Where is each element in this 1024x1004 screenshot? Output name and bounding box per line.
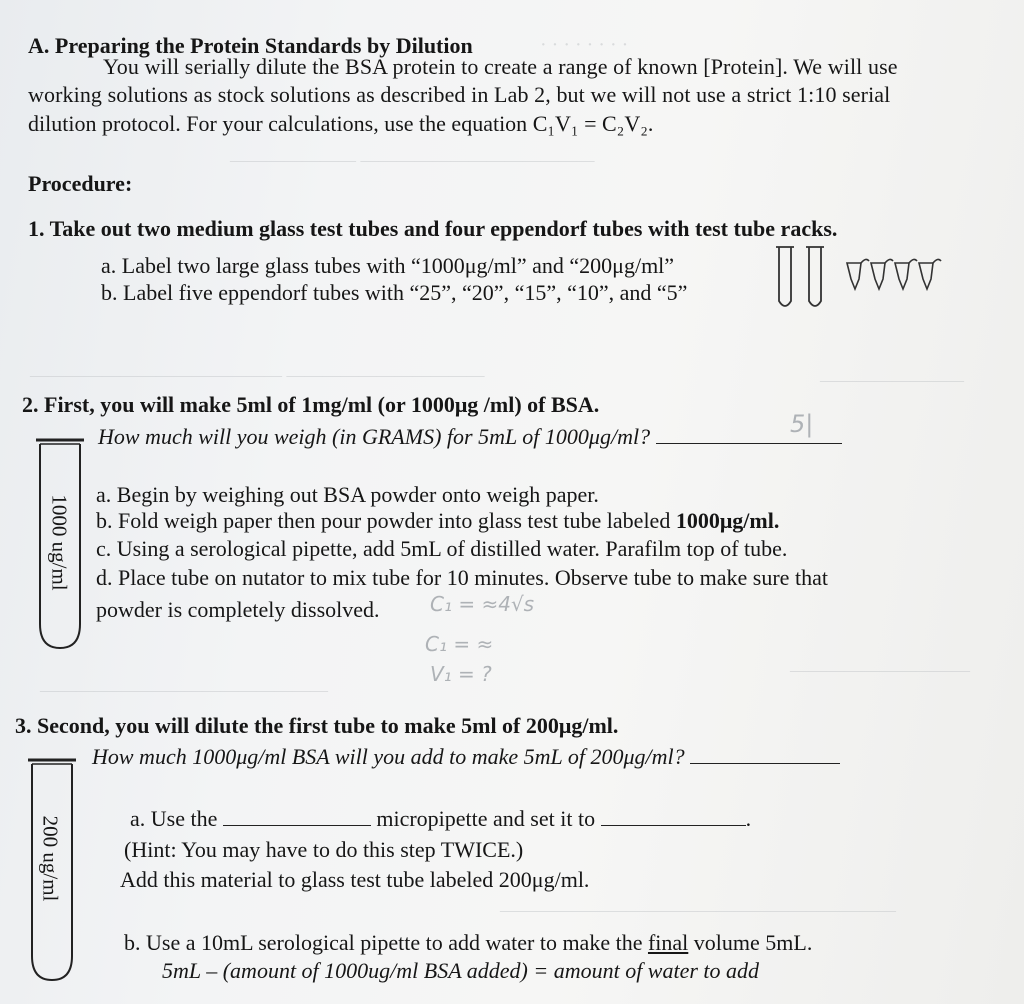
step-2b-text: b. Fold weigh paper then pour powder into glass test tube labeled bbox=[96, 508, 676, 533]
tube-1000-label: 1000 ug/ml bbox=[47, 494, 72, 591]
step-2-question bbox=[98, 424, 842, 450]
intro-text-line: working solutions as stock solutions as described in Lab 2, but we will not use a strict 1:10 serial bbox=[28, 82, 891, 107]
handwriting-mark: C₁ = ≈4√s bbox=[430, 592, 535, 616]
volume-setting-answer-field[interactable] bbox=[601, 825, 746, 826]
equation: C₁V₁ = C₂V₂. bbox=[532, 111, 654, 136]
step-3b-suffix: volume 5mL. bbox=[688, 930, 813, 955]
bleed-through-text: ――――――― ――――――――――――― bbox=[230, 150, 595, 170]
step-3-hint: (Hint: You may have to do this step TWICE.) bbox=[124, 837, 524, 862]
eppendorf-tubes-illustration bbox=[845, 253, 945, 303]
bleed-through-text: ―――――――――――――――― bbox=[40, 680, 328, 700]
step-3-title: 3. Second, you will dilute the first tube to make 5ml of 200μg/ml. bbox=[15, 713, 619, 738]
step-3-question-text: How much 1000μg/ml BSA will you add to make 5mL of 200μg/ml? bbox=[92, 744, 685, 769]
step-3a-text: a. Use the bbox=[130, 806, 218, 831]
glass-tubes-illustration bbox=[770, 243, 840, 315]
step-2c: c. Using a serological pipette, add 5mL of distilled water. Parafilm top of tube. bbox=[96, 536, 788, 561]
step-1b: b. Label five eppendorf tubes with “25”, “20”, “15”, “10”, and “5” bbox=[101, 280, 688, 305]
step-2-title: 2. First, you will make 5ml of 1mg/ml (or 1000μg /ml) of BSA. bbox=[22, 392, 600, 417]
step-3-add-instruction: Add this material to glass test tube labeled 200μg/ml. bbox=[120, 867, 590, 892]
step-3a-middle-text: micropipette and set it to bbox=[376, 806, 596, 831]
step-2d: d. Place tube on nutator to mix tube for 10 minutes. Observe tube to make sure that bbox=[96, 565, 828, 590]
bleed-through-text: ―――――――― bbox=[820, 370, 964, 390]
volume-answer-field[interactable] bbox=[690, 763, 840, 764]
step-3a bbox=[130, 806, 751, 832]
step-2b-tube-label: 1000μg/ml. bbox=[675, 508, 780, 533]
intro-text-prefix: dilution protocol. For your calculations, use the equation bbox=[28, 111, 533, 136]
intro-text-line: You will serially dilute the BSA protein to create a range of known [Protein]. We will use bbox=[103, 54, 898, 79]
bleed-through-text: ―――――――――――――――――――――― bbox=[500, 900, 896, 920]
step-3-question bbox=[92, 744, 840, 770]
step-3b-underlined-word: final bbox=[647, 930, 689, 955]
weight-answer-field[interactable] bbox=[656, 443, 842, 444]
tube-200-label: 200 ug/ml bbox=[38, 815, 63, 902]
procedure-heading: Procedure: bbox=[28, 171, 133, 196]
step-1-title: 1. Take out two medium glass test tubes and four eppendorf tubes with test tube racks. bbox=[28, 216, 838, 241]
section-heading: A. Preparing the Protein Standards by Dilution bbox=[28, 33, 473, 58]
handwriting-mark: 5| bbox=[790, 410, 814, 438]
intro-text-line bbox=[28, 111, 653, 137]
step-1a: a. Label two large glass tubes with “1000μg/ml” and “200μg/ml” bbox=[101, 253, 675, 278]
bleed-through-text: ―――――――――――――― ――――――――――― bbox=[30, 365, 485, 385]
handwriting-mark: C₁ = ≈ bbox=[425, 632, 494, 656]
bleed-through-text: ―――――――――― bbox=[790, 660, 970, 680]
handwriting-mark: V₁ = ? bbox=[430, 662, 492, 686]
step-2d-continued: powder is completely dissolved. bbox=[96, 597, 380, 622]
step-3a-end: . bbox=[745, 806, 752, 831]
water-formula: 5mL – (amount of 1000ug/ml BSA added) = amount of water to add bbox=[162, 958, 760, 983]
bleed-through-text: · · · · · · · · bbox=[540, 34, 629, 56]
step-2b bbox=[96, 508, 779, 534]
step-3b-text: b. Use a 10mL serological pipette to add water to make the bbox=[124, 930, 648, 955]
micropipette-answer-field[interactable] bbox=[223, 825, 371, 826]
step-2a: a. Begin by weighing out BSA powder onto weigh paper. bbox=[96, 482, 599, 507]
step-3b bbox=[124, 930, 812, 956]
step-2-question-text: How much will you weigh (in GRAMS) for 5mL of 1000μg/ml? bbox=[98, 424, 651, 449]
